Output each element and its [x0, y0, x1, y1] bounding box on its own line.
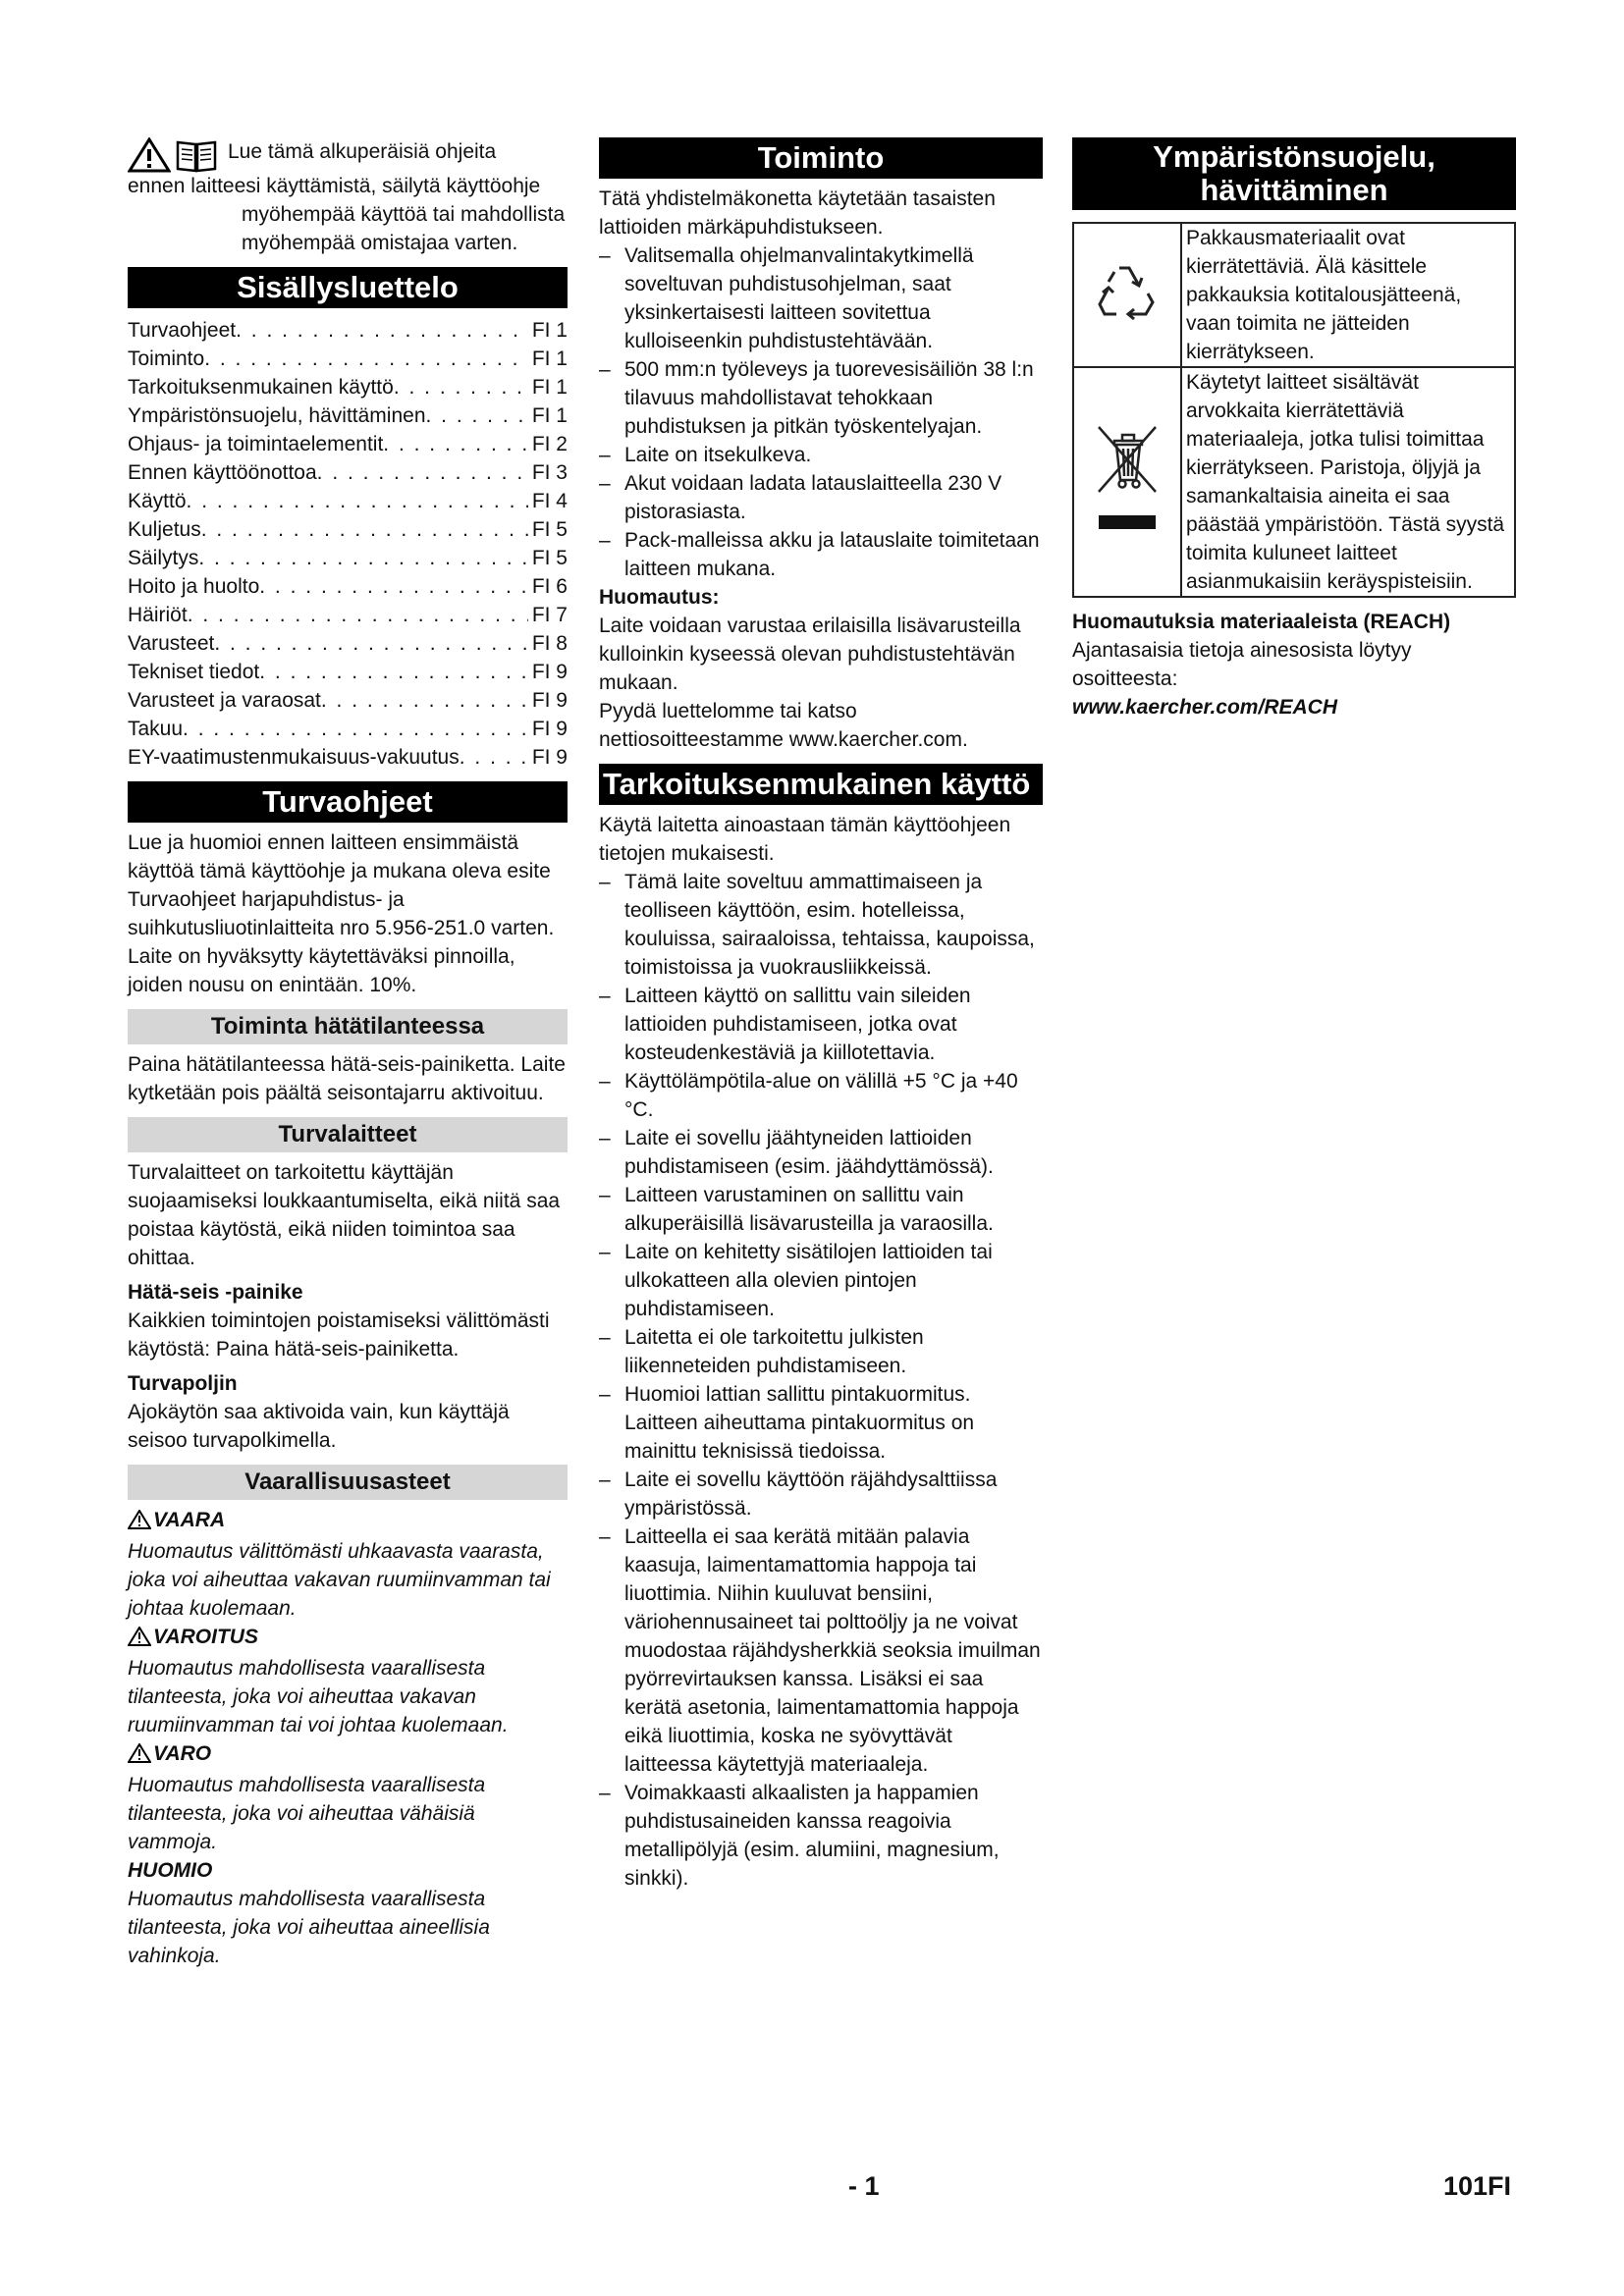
reach-heading: Huomautuksia materiaaleista (REACH) — [1072, 611, 1451, 633]
environment-table — [1072, 222, 1516, 598]
hazard-level-name: VAARA — [153, 1509, 226, 1531]
list-item — [599, 1522, 1043, 1779]
dash-marker: – — [599, 529, 611, 552]
toc-entry-page: FI 5 — [531, 518, 568, 541]
toc-leader — [460, 743, 528, 772]
toc-entry-text: Hoito ja huolto — [128, 575, 260, 598]
dash-marker: – — [599, 1070, 611, 1093]
toc-entry[interactable] — [128, 544, 568, 572]
intended-use-title: Tarkoituksenmukainen käyttö — [599, 764, 1043, 805]
toc-entry[interactable] — [128, 715, 568, 743]
dash-marker: – — [599, 444, 611, 466]
toc-entry[interactable] — [128, 458, 568, 487]
function-list — [599, 241, 1043, 583]
toc-entry[interactable] — [128, 743, 568, 772]
list-item — [599, 1779, 1043, 1893]
toc-leader — [383, 430, 528, 458]
dash-marker: – — [599, 244, 611, 267]
intended-use-list — [599, 868, 1043, 1893]
dash-marker: – — [599, 472, 611, 495]
dash-marker: – — [599, 358, 611, 381]
function-text: Tätä yhdistelmäkonetta käytetään tasaisten lattioiden märkäpuhdistukseen. — [599, 187, 996, 239]
hazard-level-text: Huomautus mahdollisesta vaarallisesta tilanteesta, joka voi aiheuttaa aineellisia vahinkoja. — [128, 1888, 490, 1967]
list-item-text: Valitsemalla ohjelmanvalintakytkimellä soveltuvan puhdistusohjelman, saat yksinkertaisesti laitteen sovitettua kulloiseenkin puhdistustehtävään. — [624, 244, 974, 352]
weee-text: Käytetyt laitteet sisältävät arvokkaita kierrätettäviä materiaaleja, jotka tulisi toimittaa kierrätykseen. Paristoja, öljyjä ja samankaltaisia aineita ei saa päästää ympäristöön. Tästä syystä toimita kuluneet laitteet asianmukaisiin keräyspisteisiin. — [1181, 367, 1515, 597]
toc-entry[interactable] — [128, 487, 568, 515]
levels-title: Vaarallisuusasteet — [128, 1465, 568, 1500]
toc-entry[interactable] — [128, 345, 568, 373]
toc-entry-text: Varusteet ja varaosat — [128, 689, 321, 712]
toc-leader — [214, 629, 527, 658]
list-item-text: Tämä laite soveltuu ammattimaiseen ja teolliseen käyttöön, esim. hotelleissa, kouluissa, sairaaloissa, tehtaissa, kaupoissa, toimistoissa ja vuokrausliikkeissä. — [624, 871, 1035, 979]
safety-text: Lue ja huomioi ennen laitteen ensimmäistä käyttöä tämä käyttöohje ja mukana oleva esite Turvaohjeet harjapuhdistus- ja suihkutusliuotinlaitteita nro 5.956-251.0 varten. Laite on hyväksytty käytettäväksi pinnoilla, joiden nousu on enintään. 10%. — [128, 831, 555, 996]
environment-title-line2: hävittäminen — [1200, 173, 1388, 207]
pedal-heading: Turvapoljin — [128, 1372, 238, 1395]
emergency-title: Toiminta hätätilanteessa — [128, 1009, 568, 1044]
hazard-levels — [128, 1506, 568, 1970]
list-item-text: Pack-malleissa akku ja latauslaite toimitetaan laitteen mukana. — [624, 529, 1040, 580]
estop-text: Kaikkien toimintojen poistamiseksi välittömästi käytöstä: Paina hätä-seis-painiketta. — [128, 1309, 550, 1361]
toc-entry-text: Säilytys — [128, 547, 199, 569]
toc-entry-text: Turvaohjeet — [128, 319, 237, 342]
list-item — [599, 1466, 1043, 1522]
recycle-text: Pakkausmateriaalit ovat kierrätettäviä. Älä käsittele pakkauksia kotitalousjätteenä, vaan toimita ne jätteiden kierrätykseen. — [1181, 223, 1515, 367]
list-item-text: 500 mm:n työleveys ja tuorevesisäiliön 38 l:n tilavuus mahdollistavat tehokkaan puhdistuksen ja pitkän työskentelyajan. — [624, 358, 1034, 438]
recycle-icon — [1073, 223, 1181, 367]
environment-title-line1: Ympäristönsuojelu, — [1153, 139, 1435, 174]
weee-bin-icon — [1073, 367, 1181, 597]
toc-entry-text: Toiminto — [128, 347, 205, 370]
toc-entry[interactable] — [128, 316, 568, 345]
column-2 — [599, 137, 1043, 1893]
toc-entry[interactable] — [128, 601, 568, 629]
toc-entry-text: Häiriöt — [128, 604, 188, 626]
devices-text: Turvalaitteet on tarkoitettu käyttäjän suojaamiseksi loukkaantumiselta, eikä niitä saa poistaa käytöstä, eikä niiden toimintoa saa ohittaa. — [128, 1161, 561, 1269]
reach-url[interactable]: www.kaercher.com/REACH — [1072, 696, 1337, 719]
toc-entry[interactable] — [128, 572, 568, 601]
toc-entry[interactable] — [128, 430, 568, 458]
list-item — [599, 1067, 1043, 1124]
toc-entry[interactable] — [128, 658, 568, 686]
toc-leader — [259, 658, 528, 686]
toc-entry-page: FI 1 — [531, 376, 568, 399]
dash-marker: – — [599, 1525, 611, 1548]
toc-leader — [426, 401, 528, 430]
toc-entry-page: FI 1 — [531, 347, 568, 370]
toc-leader — [198, 544, 527, 572]
environment-title — [1072, 137, 1516, 210]
toc-entry-page: FI 3 — [531, 461, 568, 484]
toc-title: Sisällysluettelo — [128, 267, 568, 308]
toc-entry-page: FI 9 — [531, 661, 568, 683]
warning-triangle-icon — [128, 1509, 151, 1537]
list-item-text: Huomioi lattian sallittu pintakuormitus. Laitteen aiheuttama pintakuormitus on mainittu teknisissä tiedoissa. — [624, 1383, 975, 1463]
list-item-text: Akut voidaan ladata latauslaitteella 230 V pistorasiasta. — [624, 472, 1002, 523]
dash-marker: – — [599, 1241, 611, 1263]
hazard-level-label — [128, 1739, 568, 1771]
page-code: 101FI — [1443, 2171, 1512, 2201]
hazard-level-name: VARO — [153, 1742, 212, 1765]
page-number: - 1 — [848, 2171, 880, 2201]
toc-leader — [236, 316, 528, 345]
toc-entry-text: Ennen käyttöönottoa — [128, 461, 317, 484]
toc-entry-text: Varusteet — [128, 632, 215, 655]
toc-entry[interactable] — [128, 373, 568, 401]
hazard-level-text: Huomautus mahdollisesta vaarallisesta tilanteesta, joka voi aiheuttaa vakavan ruumiinvamman tai voi johtaa kuolemaan. — [128, 1657, 509, 1736]
hazard-level-name: HUOMIO — [128, 1859, 213, 1882]
toc-entry-text: Kuljetus — [128, 518, 201, 541]
list-item-text: Laite ei sovellu jäähtyneiden lattioiden puhdistamiseen (esim. jäähdyttämössä). — [624, 1127, 994, 1178]
toc-entry-page: FI 8 — [531, 632, 568, 655]
dash-marker: – — [599, 1326, 611, 1349]
toc-entry[interactable] — [128, 515, 568, 544]
list-item-text: Laite ei sovellu käyttöön räjähdysalttiissa ympäristössä. — [624, 1468, 998, 1520]
list-item — [599, 526, 1043, 583]
list-item-text: Käyttölämpötila-alue on välillä +5 °C ja +40 °C. — [624, 1070, 1018, 1121]
list-item — [599, 241, 1043, 355]
list-item-text: Laitetta ei ole tarkoitettu julkisten liikenneteiden puhdistamiseen. — [624, 1326, 924, 1377]
toc-entry-text: Takuu — [128, 718, 184, 740]
devices-title: Turvalaitteet — [128, 1117, 568, 1152]
hazard-level-text: Huomautus mahdollisesta vaarallisesta tilanteesta, joka voi aiheuttaa vähäisiä vammoja. — [128, 1774, 486, 1853]
hazard-level-label — [128, 1623, 568, 1654]
toc-entry-text: EY-vaatimustenmukaisuus-vakuutus — [128, 746, 460, 769]
toc-entry-text: Ympäristönsuojelu, hävittäminen — [128, 404, 426, 427]
toc-leader — [188, 601, 528, 629]
toc-entry[interactable] — [128, 629, 568, 658]
toc-leader — [201, 515, 528, 544]
dash-marker: – — [599, 871, 611, 893]
hazard-level-text: Huomautus välittömästi uhkaavasta vaarasta, joka voi aiheuttaa vakavan ruumiinvamman tai johtaa kuolemaan. — [128, 1540, 551, 1620]
toc-entry-page: FI 6 — [531, 575, 568, 598]
function-title: Toiminto — [599, 137, 1043, 179]
note-text: Laite voidaan varustaa erilaisilla lisävarusteilla kulloinkin kyseessä olevan puhdistustehtävän mukaan. — [599, 614, 1021, 694]
list-item — [599, 1124, 1043, 1181]
list-item-text: Laitteen käyttö on sallittu vain sileiden lattioiden puhdistamiseen, jotka ovat kosteudenkestäviä ja kiillotettavia. — [624, 985, 971, 1064]
dash-marker: – — [599, 1383, 611, 1406]
toc-leader — [204, 345, 528, 373]
toc-entry-page: FI 9 — [531, 746, 568, 769]
intro — [128, 137, 568, 257]
toc-entry-text: Käyttö — [128, 490, 187, 512]
toc-entry[interactable] — [128, 401, 568, 430]
emergency-text: Paina hätätilanteessa hätä-seis-painiketta. Laite kytketään pois päältä seisontajarru aktivoituu. — [128, 1053, 566, 1104]
list-item — [599, 1323, 1043, 1380]
list-item — [599, 469, 1043, 526]
reach-text: Ajantasaisia tietoja ainesosista löytyy osoitteesta: — [1072, 639, 1412, 690]
note-heading: Huomautus: — [599, 586, 720, 609]
toc-entry-page: FI 5 — [531, 547, 568, 569]
toc-entry-page: FI 1 — [531, 319, 568, 342]
toc-entry-page: FI 7 — [531, 604, 568, 626]
list-item — [599, 982, 1043, 1067]
list-item — [599, 1181, 1043, 1238]
toc-leader — [317, 458, 528, 487]
toc-leader — [183, 715, 528, 743]
hazard-level-label — [128, 1856, 568, 1885]
estop-heading: Hätä-seis -painike — [128, 1281, 303, 1304]
toc-leader — [187, 487, 528, 515]
catalog-text: Pyydä luettelomme tai katso nettiosoitteestamme www.kaercher.com. — [599, 700, 968, 751]
dash-marker: – — [599, 985, 611, 1007]
toc-entry-page: FI 4 — [531, 490, 568, 512]
list-item-text: Laite on itsekulkeva. — [624, 444, 812, 466]
list-item-text: Laitteen varustaminen on sallittu vain alkuperäisillä lisävarusteilla ja varaosilla. — [624, 1184, 994, 1235]
toc-leader — [394, 373, 528, 401]
pedal-text: Ajokäytön saa aktivoida vain, kun käyttäjä seisoo turvapolkimella. — [128, 1401, 510, 1452]
list-item-text: Voimakkaasti alkaalisten ja happamien puhdistusaineiden kanssa reagoivia metallipölyjä (esim. alumiini, magnesium, sinkki). — [624, 1782, 1000, 1890]
table-of-contents — [128, 316, 568, 772]
toc-leader — [259, 572, 528, 601]
list-item — [599, 1380, 1043, 1466]
hazard-level-name: VAROITUS — [153, 1626, 258, 1648]
list-item-text: Laite on kehitetty sisätilojen lattioiden tai ulkokatteen alla olevien pintojen puhdistamiseen. — [624, 1241, 993, 1320]
toc-entry-text: Ohjaus- ja toimintaelementit — [128, 433, 384, 455]
toc-entry-page: FI 9 — [531, 689, 568, 712]
intro-first-line: Lue tämä alkuperäisiä ohjeita — [228, 140, 497, 163]
dash-marker: – — [599, 1468, 611, 1491]
column-3 — [1072, 137, 1516, 721]
intro-text: ennen laitteesi käyttämistä, säilytä käyttöohje myöhempää käyttöä tai mahdollista myöhempää omistajaa varten. — [128, 175, 566, 254]
toc-entry-page: FI 2 — [531, 433, 568, 455]
dash-marker: – — [599, 1782, 611, 1804]
hazard-level-label — [128, 1506, 568, 1537]
toc-entry-page: FI 1 — [531, 404, 568, 427]
list-item — [599, 441, 1043, 469]
safety-title: Turvaohjeet — [128, 781, 568, 823]
list-item — [599, 1238, 1043, 1323]
column-1 — [128, 137, 568, 1970]
toc-entry-page: FI 9 — [531, 718, 568, 740]
toc-entry[interactable] — [128, 686, 568, 715]
list-item-text: Laitteella ei saa kerätä mitään palavia kaasuja, laimentamattomia happoja tai liuottimia. Niihin kuuluvat bensiini, väriohennusaineet tai polttoöljy ja ne voivat muodostaa räjähdysherkkiä seoksia imuilman pyörrevirtauksen kanssa. Lisäksi ei saa kerätä asetonia, laimentamattomia happoja eikä liuottimia, koska ne syövyttävät laitteessa käytettyjä materiaaleja. — [624, 1525, 1041, 1776]
intended-use-text: Käytä laitetta ainoastaan tämän käyttöohjeen tietojen mukaisesti. — [599, 814, 1011, 865]
toc-leader — [321, 686, 528, 715]
list-item — [599, 868, 1043, 982]
toc-entry-text: Tarkoituksenmukainen käyttö — [128, 376, 394, 399]
dash-marker: – — [599, 1127, 611, 1149]
toc-entry-text: Tekniset tiedot — [128, 661, 260, 683]
dash-marker: – — [599, 1184, 611, 1206]
warning-triangle-icon — [128, 1626, 151, 1654]
list-item — [599, 355, 1043, 441]
warning-triangle-icon — [128, 1742, 151, 1771]
